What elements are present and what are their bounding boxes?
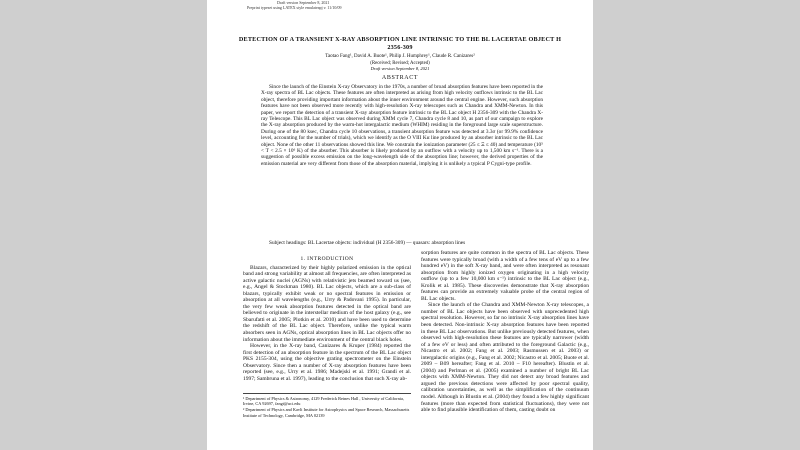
intro-paragraph-4: Since the launch of the Chandra and XMM-Newton X-ray telescopes, a number of BL Lac objects have been observed with unprecedented high spectral resolution. However, so far no intrinsic X-ray absorption lines have been detected. Non-intrinsic X-ray absorption features have been reported in these BL Lac observations. But unlike previously detected features, when observed with high-resolution these features are typically narrower (width of a few eV or less) and often attributed to the foreground Galactic (e.g., Nicastro et al. 2002; Fang et al. 2003; Rasmussen et al. 2003) or intergalactic origins (e.g., Fang et al. 2002; Nicastro et al. 2005; Buote et al. 2009 – B09 hereafter; Fang et al. 2010 – F10 hereafter). Blustin et al. (2004) and Perlman et al. (2005) examined a number of bright BL Lac objects with XMM-Newton. They did not detect any broad features and argued the previous detections were affected by poor spectral quality, calibration uncertainties, as well as the simplification of the continuum model. Although in Blustin et al. (2004) they found a few highly significant features (more than expected from statistical fluctuations), they were not able to find plausible identification of them, casting doubt on [421, 302, 589, 414]
draft-date-line: Draft version September 8, 2021 [370, 66, 430, 71]
footnote-2: ² Department of Physics and Kavli Institute for Astrophysics and Space Research, Massachusetts Institute of Technology, Cambridge, MA 02139 [243, 407, 410, 418]
paper-page [207, 0, 593, 450]
draft-version-line: Draft version September 8, 2021 [277, 0, 330, 5]
paper-title: DETECTION OF A TRANSIENT X-RAY ABSORPTION LINE INTRINSIC TO THE BL LACERTAE OBJECT H 2356-309 [238, 36, 562, 51]
footnotes [243, 393, 411, 419]
abstract-text: Since the launch of the Einstein X-ray Observatory in the 1970s, a number of broad absorption features have been reported in the X-ray spectra of BL Lac objects. These features are often interpreted as arising from high velocity outflows intrinsic to the BL Lac object, therefore providing important information about the inner environment around the central engine. However, such absorption features have not been observed more recently with high-resolution X-ray telescopes such as Chandra and XMM-Newton. In this paper, we report the detection of a transient X-ray absorption feature intrinsic to the BL Lac object H 2356-309 with the Chandra X-ray Telescope. This BL Lac object was observed during XMM cycle 7, Chandra cycle 8 and 10, as part of our campaign to explore the X-ray absorption produced by the warm-hot intergalactic medium (WHIM) residing in the foreground large scale superstructure. During one of the 80 ksec, Chandra cycle 10 observations, a transient absorption feature was detected at 3.3σ (or 99.9% confidence level, accounting for the number of trials), which we identify as the O VIII Kα line produced by an absorber intrinsic to the BL Lac object. None of the other 11 observations showed this line. We constrain the ionization parameter (25 ≤ Ξ ≤ 40) and temperature (10⁵ < T < 2.5 × 10⁶ K) of the absorber. This absorber is likely produced by an outflow with a velocity up to 1,500 km s⁻¹. There is a suggestion of possible excess emission on the long-wavelength side of the absorption line; however, the derived properties of the emission material are very different from those of the absorption material, implying it is unlikely a typical P Cygni-type profile. [261, 84, 543, 167]
intro-paragraph-2: However, in the X-ray band, Canizares & Kruper (1984) reported the first detection of an absorption feature in the spectrum of the BL Lac object PKS 2155-304, using the objective grating spectrometer on the Einstein Observatory. Since then a number of X-ray absorption features have been reported (see, e.g., Urry et al. 1986; Madejski et al. 1991; Grandi et al. 1997; Sambruna et al. 1997), leading to the conclusion that such X-ray ab- [243, 343, 411, 382]
subject-headings: Subject headings: BL Lacertae objects: individual (H 2356-309) — quasars: absorption lines [269, 240, 466, 246]
abstract-heading: ABSTRACT [381, 75, 419, 81]
author-list: Taotao Fang¹, David A. Buote¹, Philip J. Humphrey¹, Claude R. Canizares² [325, 54, 475, 59]
intro-paragraph-3: sorption features are quite common in the spectra of BL Lac objects. These features were typically broad (with a width of a few tens of eV up to a few hundred eV) in the soft X-ray band, and were often interpreted as resonant absorption from highly ionized oxygen originating in a high velocity outflow (up to a few 10,000 km s⁻¹) intrinsic to the BL Lac object (e.g., Krolik et al. 1985). These discoveries demonstrate that X-ray absorption features can provide an extremely valuable probe of the central region of BL Lac objects. [421, 250, 589, 302]
right-column [421, 250, 589, 414]
introduction-heading: 1. INTRODUCTION [300, 256, 354, 262]
preprint-header [247, 0, 341, 10]
footnote-1: ¹ Department of Physics & Astronomy, 4129 Frederick Reines Hall , University of California, Irvine, CA 92697, fangt@uci.edu [243, 396, 404, 407]
intro-paragraph-1: Blazars, characterized by their highly polarized emission in the optical band and strong variability at almost all frequencies, are often interpreted as active galactic nuclei (AGNs) with relativistic jets beamed toward us (see, e.g., Angel & Stockman 1980). BL Lac objects, which are a sub-class of blazars, typically exhibit weak or no spectral features in emission or absorption at all wavelengths (e.g., Urry & Padovani 1995). In particular, the very few weak absorption features detected in the optical band are believed to originate in the interstellar medium of the host galaxy (e.g., see Sbarufatti et al. 2005; Plotkin et al. 2010) and have been used to determine the redshift of the BL Lac object. Therefore, unlike the typical warm absorbers seen in AGNs, optical absorption lines in BL Lac objects offer no information about the immediate environment of the central black holes. [243, 264, 411, 343]
preprint-typeset-line: Preprint typeset using LATEX style emulateapj v. 11/10/09 [247, 5, 342, 10]
received-line: (Received; Revised; Accepted) [370, 61, 430, 66]
left-column [243, 256, 411, 382]
